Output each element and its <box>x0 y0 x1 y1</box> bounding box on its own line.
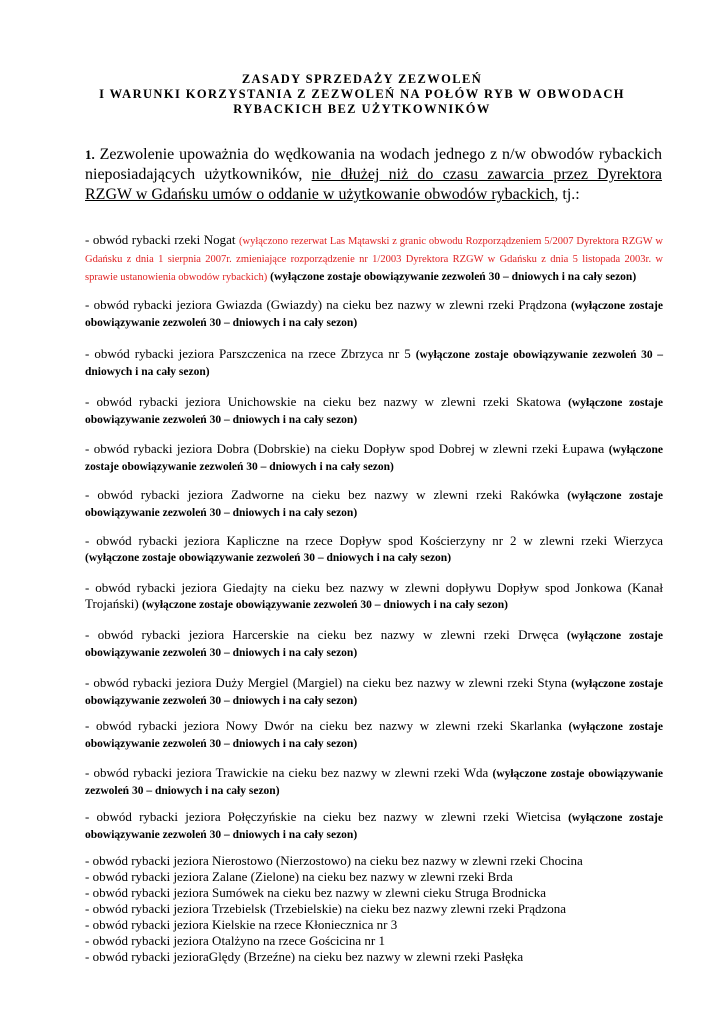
list-item <box>85 394 663 428</box>
item-text: - obwód rybacki jeziora Zadworne na cieku bez nazwy w zlewni rzeki Rakówka <box>85 487 568 502</box>
list-item: - obwód rybacki jeziora Trzebielsk (Trzebielskie) na cieku bez nazwy zlewni rzeki Prądzona <box>85 901 567 916</box>
list-item <box>85 765 663 799</box>
list-item <box>85 346 663 380</box>
item-restriction: (wyłączone zostaje obowiązywanie zezwoleń 30 – dniowych i na cały sezon) <box>141 599 508 611</box>
item-restriction: (wyłączone zostaje obowiązywanie zezwoleń 30 – dniowych i na cały sezon) <box>267 271 637 283</box>
item-restriction: (wyłączone zostaje obowiązywanie zezwoleń 30 – dniowych i na cały sezon) <box>85 678 663 707</box>
item-restriction: (wyłączone zostaje obowiązywanie zezwoleń 30 – dniowych i na cały sezon) <box>85 630 663 659</box>
list-item: - obwód rybacki jezioraGlędy (Brzeźne) na cieku bez nazwy w zlewni rzeki Pasłęka <box>85 949 524 964</box>
item-text: - obwód rybacki jeziora Giedajty na cieku bez nazwy w zlewni dopływu Dopływ spod Jonkowa (Kanał Trojański) <box>85 580 663 611</box>
item-restriction: (wyłączone zostaje obowiązywanie zezwoleń 30 – dniowych i na cały sezon) <box>85 397 663 426</box>
item-restriction: (wyłączone zostaje obowiązywanie zezwoleń 30 – dniowych i na cały sezon) <box>85 812 663 841</box>
intro-text-underlined: nie dłużej niż do czasu zawarcia przez Dyrektora RZGW w Gdańsku umów o oddanie w użytkowanie obwodów rybackich <box>85 166 663 203</box>
document-title <box>40 72 684 117</box>
item-text: - obwód rybacki jeziora Duży Mergiel (Margiel) na cieku bez nazwy w zlewni rzeki Styna <box>85 675 572 690</box>
list-item <box>85 809 663 843</box>
intro-text-a: Zezwolenie upoważnia do wędkowania na wodach jednego z n/w obwodów rybackich nieposiadających użytkowników, <box>85 146 662 183</box>
item-text: - obwód rybacki jeziora Parszczenica na rzece Zbrzyca nr 5 <box>85 346 416 361</box>
title-line-2: I WARUNKI KORZYSTANIA Z ZEZWOLEŃ NA POŁÓW RYB W OBWODACH <box>99 87 625 101</box>
list-item: - obwód rybacki jeziora Sumówek na cieku bez nazwy w zlewni cieku Struga Brodnicka <box>85 885 546 900</box>
item-text: - obwód rybacki jeziora Trawickie na cieku bez nazwy w zlewni rzeki Wda <box>85 765 493 780</box>
intro-paragraph <box>85 145 662 205</box>
list-item: - obwód rybacki jeziora Kielskie na rzece Kłoniecznica nr 3 <box>85 917 398 932</box>
title-line-1: ZASADY SPRZEDAŻY ZEZWOLEŃ <box>241 72 483 86</box>
item-text: - obwód rybacki jeziora Kapliczne na rzece Dopływ spod Kościerzyny nr 2 w zlewni rzeki Wierzyca <box>85 533 663 548</box>
item-text: - obwód rybacki jeziora Nowy Dwór na cieku bez nazwy w zlewni rzeki Skarlanka <box>85 718 569 733</box>
item-restriction: (wyłączone zostaje obowiązywanie zezwoleń 30 – dniowych i na cały sezon) <box>85 444 663 473</box>
item-text: - obwód rybacki jeziora Unichowskie na cieku bez nazwy w zlewni rzeki Skatowa <box>85 394 569 409</box>
list-item: - obwód rybacki jeziora Otalżyno na rzece Gościcina nr 1 <box>85 933 385 948</box>
item-note: (wyłączono rezerwat Las Mątawski z granic obwodu Rozporządzeniem 5/2007 Dyrektora RZGW w Gdańsku z dnia 1 sierpnia 2007r. zmieniające rozporządzenie nr 1/2003 Dyrektora RZGW w Gdańsku z dnia 5 listopada 2003r. w sprawie ustanowienia obwodów rybackich) <box>85 236 664 283</box>
list-item <box>85 718 663 752</box>
item-text: - obwód rybacki rzeki Nogat <box>85 232 240 247</box>
intro-text-b: , tj.: <box>554 186 580 203</box>
item-text: - obwód rybacki jeziora Harcerskie na cieku bez nazwy w zlewni rzeki Drwęca <box>85 627 567 642</box>
item-restriction: (wyłączone zostaje obowiązywanie zezwoleń 30 – dniowych i na cały sezon) <box>85 349 663 378</box>
list-item <box>85 297 663 331</box>
list-item <box>85 487 663 521</box>
list-item <box>85 675 663 709</box>
list-item <box>85 441 663 475</box>
item-restriction: (wyłączone zostaje obowiązywanie zezwoleń 30 – dniowych i na cały sezon) <box>85 300 663 329</box>
list-item: - obwód rybacki jeziora Zalane (Zielone) na cieku bez nazwy w zlewni rzeki Brda <box>85 869 513 884</box>
section-number: 1. <box>85 147 95 162</box>
list-item <box>85 533 663 566</box>
item-restriction: (wyłączone zostaje obowiązywanie zezwoleń 30 – dniowych i na cały sezon) <box>85 490 663 519</box>
lake-list <box>85 853 663 965</box>
item-text: - obwód rybacki jeziora Gwiazda (Gwiazdy) na cieku bez nazwy w zlewni rzeki Prądzona <box>85 297 571 312</box>
title-line-3: RYBACKICH BEZ UŻYTKOWNIKÓW <box>233 102 491 116</box>
item-text: - obwód rybacki jeziora Połęczyńskie na cieku bez nazwy w zlewni rzeki Wietcisa <box>85 809 569 824</box>
list-item <box>85 627 663 661</box>
list-item <box>85 580 663 613</box>
list-item <box>85 232 663 286</box>
item-text: - obwód rybacki jeziora Dobra (Dobrskie) na cieku Dopływ spod Dobrej w zlewni rzeki Łupawa <box>85 441 609 456</box>
list-item: - obwód rybacki jeziora Nierostowo (Nierzostowo) na cieku bez nazwy w zlewni rzeki Chocina <box>85 853 583 868</box>
item-restriction: (wyłączone zostaje obowiązywanie zezwoleń 30 – dniowych i na cały sezon) <box>85 552 452 564</box>
item-restriction: (wyłączone zostaje obowiązywanie zezwoleń 30 – dniowych i na cały sezon) <box>85 721 663 750</box>
item-restriction: (wyłączone zostaje obowiązywanie zezwoleń 30 – dniowych i na cały sezon) <box>85 768 663 797</box>
